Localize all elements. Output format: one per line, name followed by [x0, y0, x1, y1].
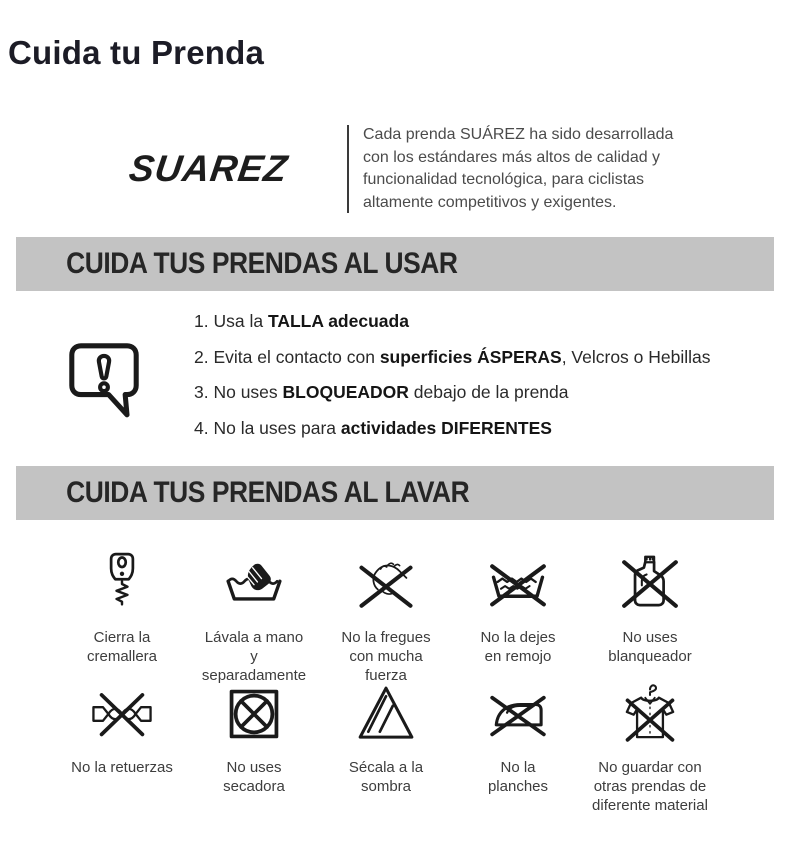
no-iron-icon	[484, 680, 552, 748]
no-soak-icon	[484, 550, 552, 618]
no-scrub-icon	[352, 550, 420, 618]
brand-section	[70, 124, 703, 215]
wash-item-no-mixed-storage	[584, 680, 716, 815]
no-tumble-dry-icon	[220, 680, 288, 748]
wash-item-shade-dry	[320, 680, 452, 815]
wash-item-zipper	[56, 550, 188, 685]
wash-item-no-soak	[452, 550, 584, 685]
no-bleach-icon	[616, 550, 684, 618]
wash-item-no-iron	[452, 680, 584, 815]
wash-row-1	[56, 550, 716, 685]
wash-caption: No la planches	[487, 759, 549, 795]
wash-item-hand-wash	[188, 550, 320, 685]
usage-list	[194, 313, 711, 455]
shade-dry-icon	[352, 680, 420, 748]
wash-caption: Sécala a la sombra	[348, 759, 424, 795]
usage-item-3: 3. No uses BLOQUEADOR debajo de la prenda	[194, 382, 569, 402]
wash-row-2	[56, 680, 716, 815]
suarez-logo: SUAREZ	[126, 148, 291, 190]
section-heading-lavar: CUIDA TUS PRENDAS AL LAVAR	[66, 476, 470, 509]
wash-item-no-tumble-dry	[188, 680, 320, 815]
section-banner-usar	[16, 237, 774, 291]
usage-item-4: 4. No la uses para actividades DIFERENTES	[194, 417, 552, 438]
wash-caption: No la retuerzas	[71, 759, 173, 776]
usage-item-1: 1. Usa la TALLA adecuada	[194, 311, 409, 331]
wash-caption: No uses blanqueador	[608, 629, 692, 665]
wash-item-no-scrub	[320, 550, 452, 685]
usage-item-2: 2. Evita el contacto con superficies ÁSPERAS, Velcros o Hebillas	[194, 346, 711, 367]
exclamation-bubble-icon	[58, 325, 150, 431]
zipper-icon	[88, 550, 156, 618]
wash-caption: No la dejes en remojo	[480, 629, 556, 665]
wash-caption: Cierra la cremallera	[86, 629, 158, 665]
brand-description: Cada prenda SUÁREZ ha sido desarrollada con los estándares más altos de calidad y funcionalidad tecnológica, para ciclistas altamente competitivos y exigentes.	[363, 126, 674, 212]
wash-item-no-bleach	[584, 550, 716, 685]
section-heading-usar: CUIDA TUS PRENDAS AL USAR	[66, 247, 458, 280]
no-wring-icon	[88, 680, 156, 748]
wash-caption: No la fregues con mucha fuerza	[341, 629, 431, 684]
wash-item-no-wring	[56, 680, 188, 815]
wash-caption: Lávala a mano y separadamente	[201, 629, 307, 684]
hand-wash-icon	[220, 550, 288, 618]
usage-instructions	[58, 305, 711, 455]
section-banner-lavar	[16, 466, 774, 520]
wash-caption: No guardar con otras prendas de diferente material	[592, 759, 708, 814]
no-mixed-storage-icon	[616, 680, 684, 748]
page-title: Cuida tu Prenda	[8, 34, 265, 72]
wash-caption: No uses secadora	[223, 759, 285, 795]
